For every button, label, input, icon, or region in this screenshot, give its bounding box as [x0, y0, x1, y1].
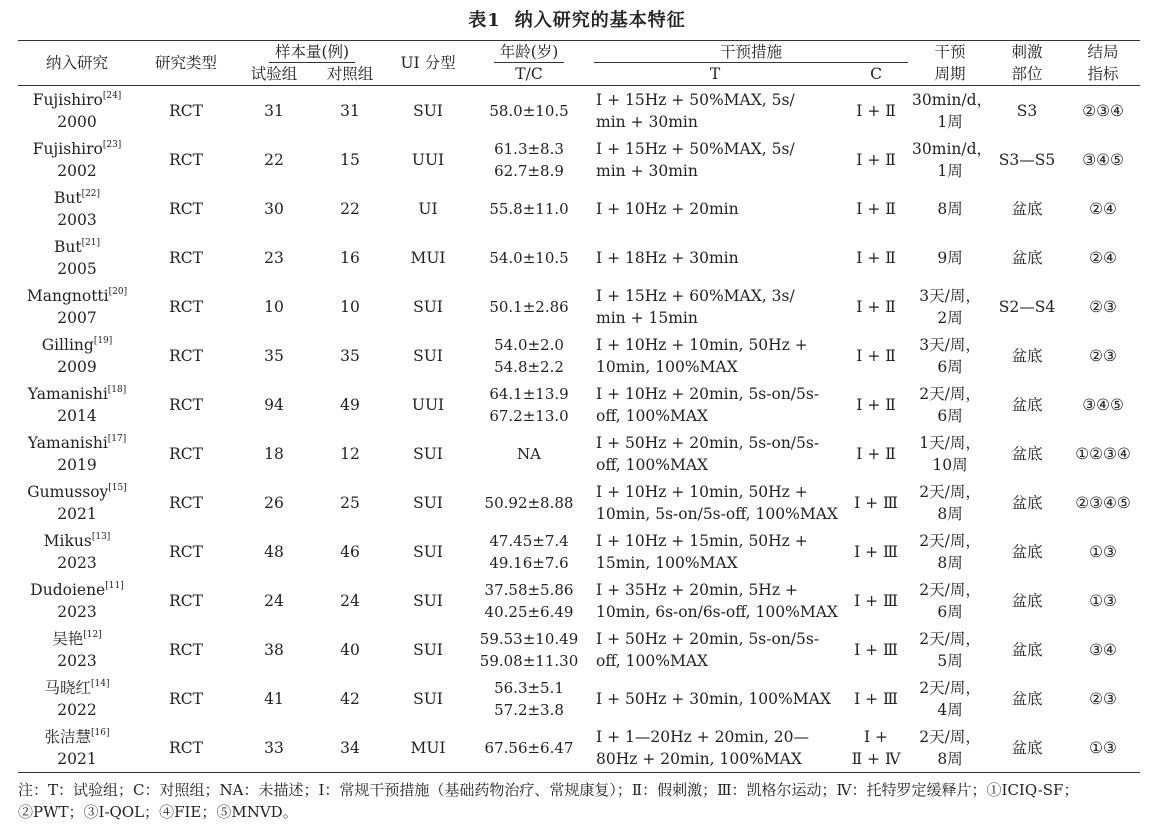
- cell-site: 盆底: [1011, 493, 1043, 512]
- cell-period: 30min/d， 1周: [912, 139, 993, 180]
- cell-age: 58.0±10.5: [489, 101, 569, 120]
- cell-outcome: ①③: [1066, 723, 1140, 773]
- table-row: [18, 723, 1140, 773]
- cell-ui: SUI: [413, 542, 443, 561]
- cell-intervention-c: Ⅰ + Ⅲ: [854, 542, 898, 561]
- cell-ui: UUI: [411, 395, 445, 414]
- table-row: [18, 576, 1140, 625]
- header-age: 年龄(岁): [468, 41, 590, 64]
- cell-intervention-t: Ⅰ + 50Hz + 30min, 100%MAX: [596, 689, 831, 708]
- cell-site: 盆底: [1011, 689, 1043, 708]
- cell-exp: 24: [264, 591, 284, 610]
- cell-study: But[22] 2003: [53, 188, 101, 229]
- cell-outcome: ③④⑤: [1082, 150, 1124, 169]
- cell-outcome: ②③: [1089, 297, 1117, 316]
- table-number: 表1: [468, 10, 501, 31]
- cell-outcome: ②③: [1089, 689, 1117, 708]
- cell-ctrl: 34: [312, 723, 388, 773]
- cell-period: 2天/周， 8周: [912, 723, 988, 773]
- cell-period: 30min/d， 1周: [912, 90, 993, 131]
- cell-type: RCT: [169, 395, 203, 414]
- cell-period: 1天/周， 10周: [919, 433, 981, 474]
- cell-type: RCT: [169, 101, 203, 120]
- cell-age: 54.0±10.5: [489, 248, 569, 267]
- header-exp: 试验组: [250, 65, 298, 83]
- cell-intervention-c: Ⅰ + Ⅱ: [856, 444, 896, 463]
- cell-ctrl: 10: [340, 297, 360, 316]
- cell-site: S3: [1016, 101, 1038, 120]
- cell-type: RCT: [169, 297, 203, 316]
- cell-exp: 94: [264, 395, 284, 414]
- cell-intervention-c: Ⅰ + Ⅱ: [856, 297, 896, 316]
- table-row: [18, 429, 1140, 478]
- cell-intervention-t: Ⅰ + 50Hz + 20min, 5s-on/5s- off, 100%MAX: [596, 629, 820, 670]
- cell-intervention-c: Ⅰ + Ⅲ: [854, 591, 898, 610]
- cell-intervention-c: Ⅰ + Ⅱ + Ⅳ: [840, 723, 912, 773]
- cell-type: RCT: [169, 150, 203, 169]
- cell-outcome: ①②③④: [1075, 444, 1131, 463]
- cell-ctrl: 12: [340, 444, 360, 463]
- table-row: [18, 184, 1140, 233]
- table-row: [18, 86, 1140, 136]
- cell-period: 2天/周， 5周: [919, 629, 981, 670]
- cell-exp: 18: [264, 444, 284, 463]
- cell-exp: 23: [264, 248, 284, 267]
- table-row: [18, 282, 1140, 331]
- cell-exp: 33: [236, 723, 312, 773]
- cell-site: 盆底: [1011, 542, 1043, 561]
- table-note: 注：T：试验组；C：对照组；NA：未描述；Ⅰ：常规干预措施（基础药物治疗、常规康复）；Ⅱ：假刺激；Ⅲ：凯格尔运动；Ⅳ：托特罗定缓释片；①ICIQ-SF；②PWT；③I-QOL；④FIE；⑤MNVD。: [18, 781, 1079, 821]
- cell-site: 盆底: [1011, 640, 1043, 659]
- cell-ui: SUI: [413, 640, 443, 659]
- cell-study: Yamanishi[18] 2014: [27, 384, 127, 425]
- cell-intervention-c: Ⅰ + Ⅲ: [854, 640, 898, 659]
- cell-outcome: ②④: [1089, 248, 1117, 267]
- cell-exp: 30: [264, 199, 284, 218]
- cell-outcome: ②③: [1089, 346, 1117, 365]
- cell-site: 盆底: [1011, 444, 1043, 463]
- cell-exp: 38: [264, 640, 284, 659]
- cell-ui: SUI: [413, 297, 443, 316]
- cell-ui: SUI: [413, 101, 443, 120]
- table-row: [18, 674, 1140, 723]
- cell-type: RCT: [169, 199, 203, 218]
- cell-ctrl: 25: [340, 493, 360, 512]
- cell-study: Fujishiro[23] 2002: [32, 139, 122, 180]
- cell-age: 50.1±2.86: [489, 297, 569, 316]
- cell-intervention-t: Ⅰ + 15Hz + 50%MAX, 5s/ min + 30min: [596, 139, 795, 180]
- cell-age: 54.0±2.0 54.8±2.2: [494, 335, 564, 376]
- cell-study: Mangnotti[20] 2007: [26, 286, 128, 327]
- cell-intervention-c: Ⅰ + Ⅱ: [856, 346, 896, 365]
- cell-intervention-t: Ⅰ + 18Hz + 30min: [596, 248, 739, 267]
- cell-age: 37.58±5.86 40.25±6.49: [484, 580, 574, 621]
- cell-ctrl: 31: [340, 101, 360, 120]
- header-site: 刺激 部位: [988, 41, 1066, 86]
- cell-period: 2天/周， 6周: [919, 384, 981, 425]
- cell-study: 张洁慧[16] 2021: [18, 723, 136, 773]
- cell-intervention-t: Ⅰ + 1—20Hz + 20min, 20— 80Hz + 20min, 100%MAX: [590, 723, 840, 773]
- table-title: 纳入研究的基本特征: [514, 10, 686, 31]
- cell-ui: MUI: [410, 248, 446, 267]
- cell-period: 8周: [937, 199, 963, 218]
- table-caption: [0, 6, 1154, 32]
- cell-study: Fujishiro[24] 2000: [32, 90, 122, 131]
- cell-ctrl: 22: [340, 199, 360, 218]
- cell-ctrl: 42: [340, 689, 360, 708]
- cell-study: Mikus[13] 2023: [43, 531, 111, 572]
- cell-period: 3天/周， 2周: [919, 286, 981, 327]
- cell-ctrl: 40: [340, 640, 360, 659]
- cell-study: 马晓红[14] 2022: [44, 678, 110, 719]
- cell-intervention-t: Ⅰ + 10Hz + 10min, 50Hz + 10min, 100%MAX: [596, 335, 808, 376]
- cell-intervention-t: Ⅰ + 15Hz + 60%MAX, 3s/ min + 15min: [596, 286, 795, 327]
- cell-ui: SUI: [413, 346, 443, 365]
- header-period: 干预 周期: [912, 41, 988, 86]
- cell-type: RCT: [169, 591, 203, 610]
- cell-ctrl: 49: [340, 395, 360, 414]
- cell-ui: UUI: [411, 150, 445, 169]
- cell-age: 67.56±6.47: [468, 723, 590, 773]
- cell-outcome: ②③④⑤: [1075, 493, 1131, 512]
- cell-exp: 26: [264, 493, 284, 512]
- cell-ui: UI: [418, 199, 438, 218]
- cell-exp: 10: [264, 297, 284, 316]
- cell-site: 盆底: [1011, 248, 1043, 267]
- header-t: T: [709, 65, 721, 83]
- cell-ui: SUI: [413, 493, 443, 512]
- cell-exp: 35: [264, 346, 284, 365]
- cell-intervention-t: Ⅰ + 10Hz + 15min, 50Hz + 15min, 100%MAX: [596, 531, 808, 572]
- cell-type: RCT: [169, 248, 203, 267]
- cell-intervention-c: Ⅰ + Ⅲ: [854, 493, 898, 512]
- cell-ui: SUI: [413, 591, 443, 610]
- cell-exp: 22: [264, 150, 284, 169]
- header-study: 纳入研究: [18, 41, 136, 86]
- cell-intervention-t: Ⅰ + 50Hz + 20min, 5s-on/5s- off, 100%MAX: [596, 433, 820, 474]
- cell-period: 2天/周， 4周: [919, 678, 981, 719]
- cell-intervention-c: Ⅰ + Ⅲ: [854, 689, 898, 708]
- cell-study: Dudoiene[11] 2023: [30, 580, 124, 621]
- cell-ctrl: 16: [340, 248, 360, 267]
- cell-exp: 48: [264, 542, 284, 561]
- cell-period: 2天/周， 6周: [919, 580, 981, 621]
- cell-study: 吴艳[12] 2023: [52, 629, 102, 670]
- cell-exp: 41: [264, 689, 284, 708]
- table-row: [18, 380, 1140, 429]
- header-ctrl: 对照组: [326, 65, 374, 83]
- cell-type: RCT: [169, 444, 203, 463]
- cell-site: S2—S4: [998, 297, 1056, 316]
- cell-site: 盆底: [1011, 346, 1043, 365]
- table-row: [18, 527, 1140, 576]
- cell-age: 47.45±7.4 49.16±7.6: [489, 531, 569, 572]
- cell-age: 64.1±13.9 67.2±13.0: [489, 384, 569, 425]
- header-sample: 样本量(例): [236, 41, 388, 64]
- cell-intervention-c: Ⅰ + Ⅱ: [856, 248, 896, 267]
- cell-site: 盆底: [988, 723, 1066, 773]
- cell-age: NA: [517, 444, 541, 463]
- cell-type: RCT: [169, 493, 203, 512]
- cell-site: 盆底: [1011, 395, 1043, 414]
- table-body: [18, 86, 1140, 773]
- cell-intervention-c: Ⅰ + Ⅱ: [856, 101, 896, 120]
- cell-intervention-t: Ⅰ + 15Hz + 50%MAX, 5s/ min + 30min: [596, 90, 795, 131]
- header-type: 研究类型: [136, 41, 236, 86]
- cell-study: Yamanishi[17] 2019: [27, 433, 127, 474]
- cell-intervention-c: Ⅰ + Ⅱ: [856, 199, 896, 218]
- cell-period: 2天/周， 8周: [919, 531, 981, 572]
- cell-ctrl: 15: [340, 150, 360, 169]
- cell-site: S3—S5: [998, 150, 1056, 169]
- cell-ctrl: 24: [340, 591, 360, 610]
- cell-ui: SUI: [413, 689, 443, 708]
- cell-outcome: ③④: [1089, 640, 1117, 659]
- header-intervention: 干预措施: [590, 41, 912, 64]
- cell-age: 61.3±8.3 62.7±8.9: [494, 139, 564, 180]
- cell-intervention-c: Ⅰ + Ⅱ: [856, 150, 896, 169]
- cell-study: Gilling[19] 2009: [41, 335, 113, 376]
- table-row: [18, 478, 1140, 527]
- cell-intervention-t: Ⅰ + 10Hz + 20min, 5s-on/5s- off, 100%MAX: [596, 384, 820, 425]
- cell-study: But[21] 2005: [53, 237, 101, 278]
- cell-age: 50.92±8.88: [484, 493, 574, 512]
- header-ui: UI 分型: [388, 41, 468, 86]
- table-row: [18, 233, 1140, 282]
- cell-ui: MUI: [388, 723, 468, 773]
- header-age-tc: T/C: [515, 65, 543, 83]
- cell-period: 2天/周， 8周: [919, 482, 981, 523]
- cell-exp: 31: [264, 101, 284, 120]
- cell-period: 3天/周， 6周: [919, 335, 981, 376]
- cell-ctrl: 46: [340, 542, 360, 561]
- cell-intervention-t: Ⅰ + 10Hz + 20min: [596, 199, 739, 218]
- cell-age: 55.8±11.0: [489, 199, 569, 218]
- cell-type: RCT: [169, 640, 203, 659]
- header-outcome: 结局 指标: [1066, 41, 1140, 86]
- cell-type: RCT: [136, 723, 236, 773]
- cell-age: 59.53±10.49 59.08±11.30: [479, 629, 579, 670]
- cell-outcome: ①③: [1089, 542, 1117, 561]
- cell-outcome: ①③: [1089, 591, 1117, 610]
- cell-outcome: ②④: [1089, 199, 1117, 218]
- cell-study: Gumussoy[15] 2021: [27, 482, 127, 523]
- cell-type: RCT: [169, 542, 203, 561]
- cell-intervention-t: Ⅰ + 35Hz + 20min, 5Hz + 10min, 6s-on/6s-off, 100%MAX: [596, 580, 838, 621]
- cell-site: 盆底: [1011, 591, 1043, 610]
- table-row: [18, 331, 1140, 380]
- cell-period: 9周: [937, 248, 963, 267]
- cell-type: RCT: [169, 346, 203, 365]
- table-row: [18, 135, 1140, 184]
- cell-age: 56.3±5.1 57.2±3.8: [494, 678, 564, 719]
- cell-intervention-c: Ⅰ + Ⅱ: [856, 395, 896, 414]
- study-characteristics-table: [18, 40, 1140, 773]
- cell-ctrl: 35: [340, 346, 360, 365]
- table-row: [18, 625, 1140, 674]
- cell-outcome: ②③④: [1082, 101, 1124, 120]
- cell-ui: SUI: [413, 444, 443, 463]
- cell-site: 盆底: [1011, 199, 1043, 218]
- cell-type: RCT: [169, 689, 203, 708]
- cell-intervention-t: Ⅰ + 10Hz + 10min, 50Hz + 10min, 5s-on/5s-off, 100%MAX: [596, 482, 838, 523]
- cell-outcome: ③④⑤: [1082, 395, 1124, 414]
- header-c: C: [870, 65, 882, 83]
